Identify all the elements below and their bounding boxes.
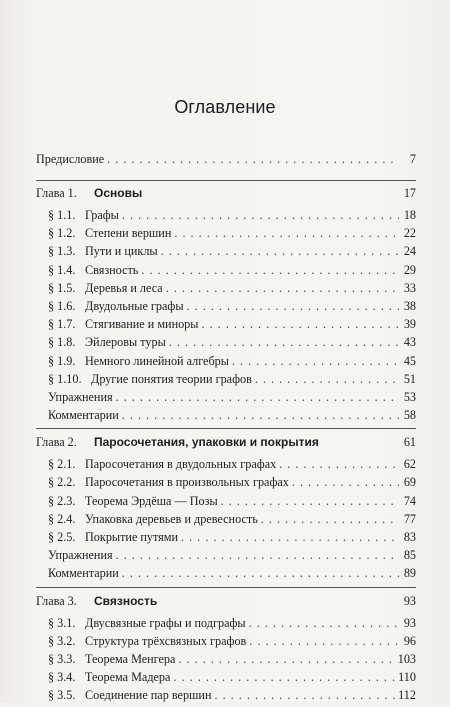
toc-entry-section[interactable]: [36, 634, 416, 652]
section-title: Степени вершин: [85, 226, 172, 241]
dot-leader: [201, 317, 399, 332]
section-number: § 1.3.: [48, 244, 76, 259]
chapter-title: Паросочетания, упаковки и покрытия: [94, 435, 319, 450]
toc-entry-section[interactable]: [36, 263, 416, 281]
toc-entry-section[interactable]: [36, 688, 416, 706]
section-number: § 1.4.: [48, 262, 76, 277]
toc-entry-section[interactable]: [36, 354, 416, 372]
entry-title: Упражнения: [48, 389, 113, 404]
entry-title: Упражнения: [48, 548, 113, 563]
entry-page: 18: [403, 208, 416, 222]
entry-page: 53: [403, 389, 416, 404]
toc-entry-chapter[interactable]: [36, 186, 416, 208]
dot-leader: [221, 494, 399, 509]
entry-page: 69: [403, 475, 416, 490]
entry-page: 77: [403, 511, 416, 526]
toc-entry-section[interactable]: [36, 475, 416, 493]
entry-page: 103: [397, 651, 416, 666]
dot-leader: [122, 566, 399, 581]
section-number: § 2.2.: [48, 475, 76, 490]
section-title: Немного линейной алгебры: [85, 353, 229, 368]
entry-page: 62: [403, 457, 416, 472]
toc-entry-section[interactable]: [36, 494, 416, 512]
dot-leader: [169, 335, 399, 350]
dot-leader: [116, 548, 399, 563]
section-number: § 1.7.: [48, 317, 76, 332]
section-number: § 2.1.: [48, 457, 76, 472]
toc-entry-section[interactable]: [36, 208, 416, 226]
dot-leader: [122, 408, 399, 423]
section-title: Упаковка деревьев и древесность: [85, 511, 258, 526]
section-title: Теорема Менгера: [85, 651, 176, 666]
section-title: Двусвязные графы и подграфы: [85, 615, 246, 630]
dot-leader: [292, 475, 399, 490]
dot-leader: [232, 354, 399, 369]
toc-entry-chapter[interactable]: [36, 435, 416, 457]
section-number: § 2.3.: [48, 493, 76, 508]
section-number: § 1.8.: [48, 335, 76, 350]
toc-entry-exercises[interactable]: [36, 548, 416, 566]
entry-page: 33: [403, 280, 416, 295]
entry-page: 17: [403, 186, 416, 200]
dot-leader: [107, 152, 399, 167]
toc-entry-exercises[interactable]: [36, 390, 416, 408]
section-title: Стягивание и миноры: [85, 317, 199, 332]
section-title: Структура трёхсвязных графов: [85, 633, 247, 648]
entry-page: 74: [403, 493, 416, 508]
toc-entry-preface[interactable]: [36, 152, 416, 180]
entry-page: 61: [403, 435, 416, 450]
toc-entry-section[interactable]: [36, 530, 416, 548]
section-number: § 3.1.: [48, 615, 76, 630]
entry-page: 110: [398, 670, 416, 685]
divider: [36, 587, 416, 588]
section-title: Деревья и леса: [85, 280, 163, 295]
entry-page: 112: [398, 688, 416, 703]
section-number: § 1.2.: [48, 226, 76, 241]
dot-leader: [181, 530, 399, 545]
section-number: § 1.1.: [48, 208, 76, 222]
entry-page: 96: [403, 633, 416, 648]
entry-page: 58: [403, 408, 416, 423]
section-number: § 3.3.: [48, 651, 76, 666]
section-title: Теорема Мадера: [85, 670, 171, 685]
section-title: Пути и циклы: [85, 244, 158, 259]
section-title: Покрытие путями: [85, 530, 179, 544]
dot-leader: [249, 616, 399, 631]
entry-page: 22: [403, 226, 416, 241]
toc-entry-section[interactable]: [36, 281, 416, 299]
toc-entry-section[interactable]: [36, 317, 416, 335]
divider: [36, 428, 416, 429]
section-number: § 3.5.: [48, 688, 76, 703]
entry-page: 93: [403, 593, 416, 608]
dot-leader: [166, 281, 399, 296]
dot-leader: [174, 226, 399, 241]
toc-entry-section[interactable]: [36, 512, 416, 530]
entry-page: 29: [403, 262, 416, 277]
chapter-label: Глава 2.: [36, 435, 77, 450]
entry-page: 83: [403, 530, 416, 544]
section-title: Связность: [85, 262, 139, 277]
section-title: Другие понятия теории графов: [91, 371, 252, 386]
section-title: Двудольные графы: [85, 298, 184, 313]
toc-entry-section[interactable]: [36, 457, 416, 475]
entry-page: 7: [409, 152, 416, 166]
entry-title: Предисловие: [36, 152, 105, 166]
section-number: § 2.4.: [48, 511, 76, 526]
dot-leader: [214, 688, 395, 703]
section-title: Соединение пар вершин: [85, 688, 212, 703]
section-title: Паросочетания в двудольных графах: [85, 457, 277, 472]
dot-leader: [116, 390, 399, 405]
toc-entry-comments[interactable]: [36, 566, 416, 584]
entry-title: Комментарии: [48, 408, 119, 423]
entry-page: 45: [403, 353, 416, 368]
dot-leader: [122, 208, 399, 223]
entry-title: Комментарии: [48, 566, 119, 581]
dot-leader: [161, 244, 399, 259]
chapter-label: Глава 3.: [36, 593, 77, 608]
page-title: Оглавление: [174, 97, 276, 117]
section-number: § 3.4.: [48, 670, 76, 685]
section-title: Теорема Эрдёша — Позы: [85, 493, 218, 508]
section-number: § 3.2.: [48, 633, 76, 648]
dot-leader: [261, 512, 399, 527]
divider: [36, 180, 416, 181]
entry-page: 38: [403, 298, 416, 313]
entry-page: 51: [403, 371, 416, 386]
dot-leader: [141, 263, 399, 278]
section-number: § 1.10.: [48, 371, 82, 386]
entry-page: 24: [403, 244, 416, 259]
section-number: § 2.5.: [48, 530, 76, 544]
toc-entry-section[interactable]: [36, 670, 416, 688]
section-number: § 1.6.: [48, 298, 76, 313]
chapter-label: Глава 1.: [36, 186, 77, 200]
dot-leader: [173, 670, 395, 685]
toc-entry-section[interactable]: [36, 226, 416, 244]
section-title: Эйлеровы туры: [85, 335, 166, 350]
toc-entry-section[interactable]: [36, 372, 416, 390]
chapter-title: Основы: [94, 186, 143, 200]
entry-page: 89: [403, 566, 416, 581]
dot-leader: [178, 652, 394, 667]
dot-leader: [249, 634, 399, 649]
toc-entry-section[interactable]: [36, 244, 416, 262]
entry-page: 39: [403, 317, 416, 332]
toc-entry-section[interactable]: [36, 335, 416, 353]
toc-entry-section[interactable]: [36, 652, 416, 670]
toc-entry-section[interactable]: [36, 299, 416, 317]
section-number: § 1.5.: [48, 280, 76, 295]
toc-entry-chapter[interactable]: [36, 594, 416, 616]
toc-entry-comments[interactable]: [36, 408, 416, 426]
toc-entry-section[interactable]: [36, 616, 416, 634]
entry-page: 93: [403, 615, 416, 630]
dot-leader: [187, 299, 399, 314]
chapter-title: Связность: [94, 593, 158, 608]
section-title: Графы: [85, 208, 119, 222]
table-of-contents: [36, 152, 416, 707]
section-title: Паросочетания в произвольных графах: [85, 475, 289, 490]
section-number: § 1.9.: [48, 353, 76, 368]
dot-leader: [279, 457, 399, 472]
dot-leader: [255, 372, 399, 387]
entry-page: 85: [403, 548, 416, 563]
entry-page: 43: [403, 335, 416, 350]
